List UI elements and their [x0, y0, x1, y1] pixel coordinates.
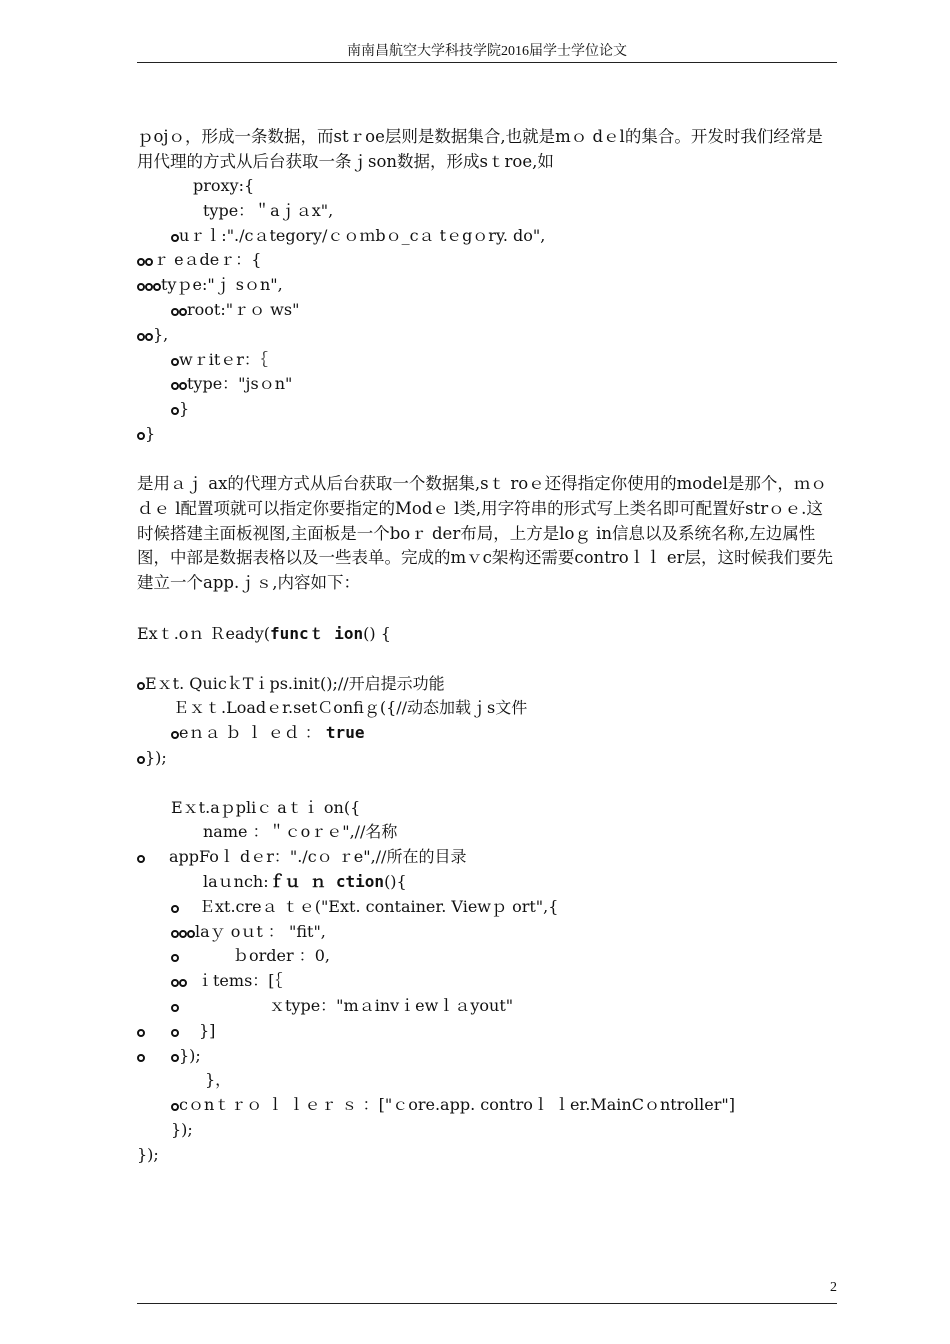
bullet-icon	[171, 407, 179, 415]
code-block-proxy	[137, 174, 837, 447]
code-line: Ｅxt.creａ ｔｅ("Ext. container. Viewｐ ort",{	[137, 895, 837, 920]
footer-divider	[137, 1303, 837, 1304]
code-line: Ｅｘｔ.Loadｅr.setＣonfiｇ({//动态加载ｊs文件	[173, 698, 528, 718]
code-line: cｏnｔｒｏ ｌ ｌｅｒ ｓ ：["ｃore.app. controｌ ｌer.MainCｏntroller"]	[137, 1093, 837, 1118]
code-line: laｕnch:ｆｕ ｎ ction(){	[203, 871, 407, 891]
code-line: ｒ eａdeｒ：{	[137, 248, 837, 273]
code-line: uｒｌ:"./cａtegory/ｃｏｍbｏ_cａ tｅgｏry. do",	[137, 224, 837, 249]
bullet-icon	[171, 382, 179, 390]
bullet-icon	[171, 979, 179, 987]
bullet-icon	[137, 333, 145, 341]
code-line: });	[137, 1044, 837, 1069]
code-line: ｂorder ：0,	[137, 944, 837, 969]
code-line: type："jsｏn"	[137, 372, 837, 397]
code-line: wｒitｅr：｛	[137, 348, 837, 373]
bullet-icon	[179, 308, 187, 316]
page-header	[137, 40, 837, 63]
code-line: ｉtems：[｛	[137, 969, 837, 994]
bullet-icon	[171, 905, 179, 913]
code-line: eｎａ ｂ ｌ ｅｄ ： true	[137, 721, 837, 746]
bullet-icon	[145, 258, 153, 266]
code-line: laｙ oｕt ： "fit",	[137, 920, 837, 945]
bullet-icon	[137, 1054, 145, 1062]
bullet-icon	[171, 1029, 179, 1037]
bullet-icon	[145, 333, 153, 341]
bullet-icon	[171, 1004, 179, 1012]
bullet-icon	[137, 1029, 145, 1037]
bullet-icon	[179, 382, 187, 390]
code-block-app	[137, 622, 837, 1168]
code-line: appFoｌ dｅr："./cｏ ｒe",//所在的目录	[137, 845, 837, 870]
bullet-icon	[171, 308, 179, 316]
code-line: name ：＂ｃoｒｅ",//名称	[203, 822, 398, 842]
paragraph-intro: ｐojｏ，形成一条数据，而stｒoe层则是数据集合,也就是mｏ dｅl的集合。开发时我们经常是用代理的方式从后台获取一条ｊson数据，形成sｔroe,如	[137, 127, 823, 171]
code-line: type：＂aｊａx",	[203, 200, 334, 220]
code-line: });	[171, 1119, 193, 1139]
bullet-icon	[171, 954, 179, 962]
bullet-icon	[137, 756, 145, 764]
bullet-icon	[171, 1054, 179, 1062]
bullet-icon	[171, 930, 179, 938]
page-number: 2	[830, 1280, 837, 1295]
bullet-icon	[145, 283, 153, 291]
code-line: Exｔ.oｎ Ｒeady(funcｔ ion() {	[137, 624, 391, 643]
bullet-icon	[137, 855, 145, 863]
code-line: proxy:{	[193, 176, 255, 195]
code-line: ｘtype："mａinvｉewｌａyout"	[137, 994, 837, 1019]
bullet-icon	[137, 432, 145, 440]
bullet-icon	[171, 234, 179, 242]
bullet-icon	[171, 731, 179, 739]
code-line: Eｘt. QuicｋTｉps.init();//开启提示功能	[137, 672, 837, 697]
code-line: },	[137, 323, 837, 348]
bullet-icon	[171, 358, 179, 366]
code-line: }]	[137, 1019, 837, 1044]
bullet-icon	[137, 283, 145, 291]
code-line: root:"ｒｏ ws"	[137, 298, 837, 323]
bullet-icon	[179, 979, 187, 987]
code-line: }，	[205, 1070, 232, 1090]
code-line: }	[137, 397, 837, 422]
code-line: Eｘt.aｐpliｃ aｔｉ on({	[171, 797, 361, 817]
bullet-icon	[171, 1103, 179, 1111]
bullet-icon	[187, 930, 195, 938]
code-line: });	[137, 1144, 159, 1164]
paragraph-explanation: 是用ａｊ ax的代理方式从后台获取一个数据集,sｔ roｅ还得指定你使用的model是那个，ｍｏｄｅ l配置项就可以指定你要指定的Modｅ l类,用字符串的形式写上类名即可配置好strｏｅ.这时候搭建主面板视图,主面板是一个boｒ der布局，上方是loｇ in信息以及系统名称,左边属性图，中部是数据表格以及一些表单。完成的mｖc架构还需要controｌｌ er层，这时候我们要先建立一个app.ｊｓ,内容如下：	[137, 474, 834, 593]
bullet-icon	[137, 258, 145, 266]
code-line: tyｐe:"ｊ sｏn",	[137, 273, 837, 298]
code-line: }	[137, 422, 837, 447]
bullet-icon	[137, 682, 145, 690]
code-line: });	[137, 746, 837, 771]
bullet-icon	[153, 283, 161, 291]
bullet-icon	[179, 930, 187, 938]
header-title: 南南昌航空大学科技学院2016届学士学位论文	[347, 44, 627, 59]
